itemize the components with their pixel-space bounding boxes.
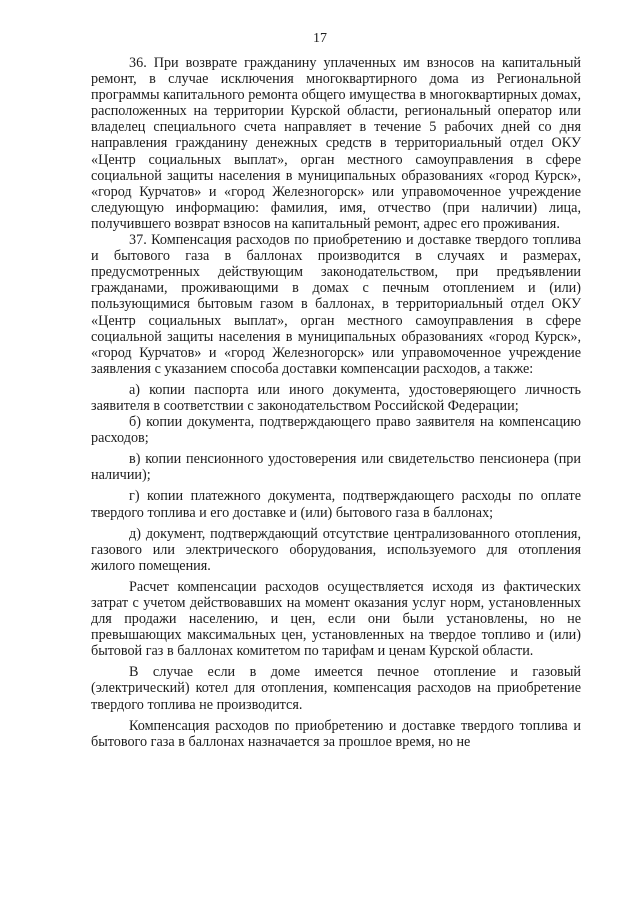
paragraph-37: 37. Компенсация расходов по приобретению и доставке твердого топлива и бытового газа в баллонах производится в случаях и размерах, предусмотренных действующим законодательством, при предъявлении гражданами, проживающими в домах с печным отоплением и (или) пользующимися бытовым газом в баллонах, в территориальный отдел ОКУ «Центр социальных выплат», орган местного самоуправления в сфере социальной защиты населения в муниципальных образованиях «город Курск», «город Курчатов» и «город Железногорск» или управомоченное учреждение заявления с указанием способа доставки компенсации расходов, а также: — [91, 232, 581, 377]
paragraph-calculation: Расчет компенсации расходов осуществляется исходя из фактических затрат с учетом действовавших на момент оказания услуг норм, установленных для продажи населению, и цен, если они были установлены, но не превышающих максимальных цен, установленных на твердое топливо и (или) бытовой газ в баллонах комитетом по тарифам и ценам Курской области. — [91, 578, 581, 660]
list-item-g: г) копии платежного документа, подтверждающего расходы по оплате твердого топлива и его доставке и (или) бытового газа в баллонах; — [91, 488, 581, 521]
document-body — [91, 55, 581, 750]
list-item-d: д) документ, подтверждающий отсутствие централизованного отопления, газового или электрического оборудования, используемого для отопления жилого помещения. — [91, 525, 581, 574]
paragraph-stove-heating: В случае если в доме имеется печное отопление и газовый (электрический) котел для отопления, компенсация расходов на приобретение твердого топлива не производится. — [91, 664, 581, 713]
paragraph-compensation-period: Компенсация расходов по приобретению и доставке твердого топлива и бытового газа в баллонах назначается за прошлое время, но не — [91, 717, 581, 750]
list-item-a: а) копии паспорта или иного документа, удостоверяющего личность заявителя в соответствии с законодательством Российской Федерации; — [91, 381, 581, 414]
page-number: 17 — [313, 31, 327, 46]
paragraph-36: 36. При возврате гражданину уплаченных им взносов на капитальный ремонт, в случае исключения многоквартирного дома из Региональной программы капитального ремонта общего имущества в многоквартирных домах, расположенных на территории Курской области, региональный оператор или владелец специального счета направляет в течение 5 рабочих дней со дня направления гражданину денежных средств в территориальный отдел ОКУ «Центр социальных выплат», орган местного самоуправления в сфере социальной защиты населения в муниципальных образованиях «город Курск», «город Курчатов» и «город Железногорск» или управомоченное учреждение следующую информацию: фамилия, имя, отчество (при наличии) лица, получившего возврат взносов на капитальный ремонт, адрес его проживания. — [91, 55, 581, 232]
list-item-v: в) копии пенсионного удостоверения или свидетельство пенсионера (при наличии); — [91, 451, 581, 484]
list-item-b: б) копии документа, подтверждающего право заявителя на компенсацию расходов; — [91, 414, 581, 447]
